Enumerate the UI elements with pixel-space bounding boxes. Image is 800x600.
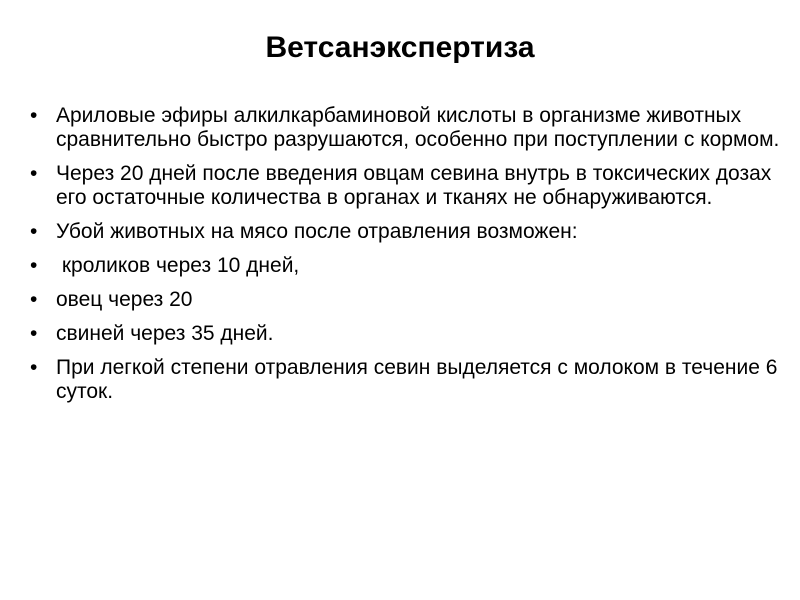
bullet-dot-icon: •	[30, 162, 38, 185]
bullet-dot-icon: •	[30, 288, 38, 311]
bullet-item	[30, 162, 780, 210]
bullet-text: овец через 20	[56, 288, 193, 311]
bullet-item	[30, 104, 780, 152]
bullet-dot-icon: •	[30, 356, 38, 379]
bullet-dot-icon: •	[30, 254, 38, 277]
slide-title: Ветсанэкспертиза	[265, 31, 535, 64]
bullet-text: При легкой степени отравления севин выделяется с молоком в течение 6 суток.	[56, 356, 778, 403]
bullet-item	[30, 254, 780, 278]
bullet-text: свиней через 35 дней.	[56, 322, 274, 345]
bullet-text: кроликов через 10 дней,	[56, 254, 300, 277]
bullet-dot-icon: •	[30, 104, 38, 127]
bullet-item	[30, 356, 780, 404]
bullet-text: Ариловые эфиры алкилкарбаминовой кислоты в организме животных сравнительно быстро разрушаются, особенно при поступлении с кормом.	[56, 104, 780, 151]
bullet-text: Убой животных на мясо после отравления возможен:	[56, 220, 578, 243]
bullet-item	[30, 220, 780, 244]
bullet-item	[30, 288, 780, 312]
bullet-text: Через 20 дней после введения овцам севина внутрь в токсических дозах его остаточные количества в органах и тканях не обнаруживаются.	[56, 162, 772, 209]
bullet-dot-icon: •	[30, 220, 38, 243]
bullet-dot-icon: •	[30, 322, 38, 345]
bullet-item	[30, 322, 780, 346]
bullet-list	[30, 104, 780, 414]
